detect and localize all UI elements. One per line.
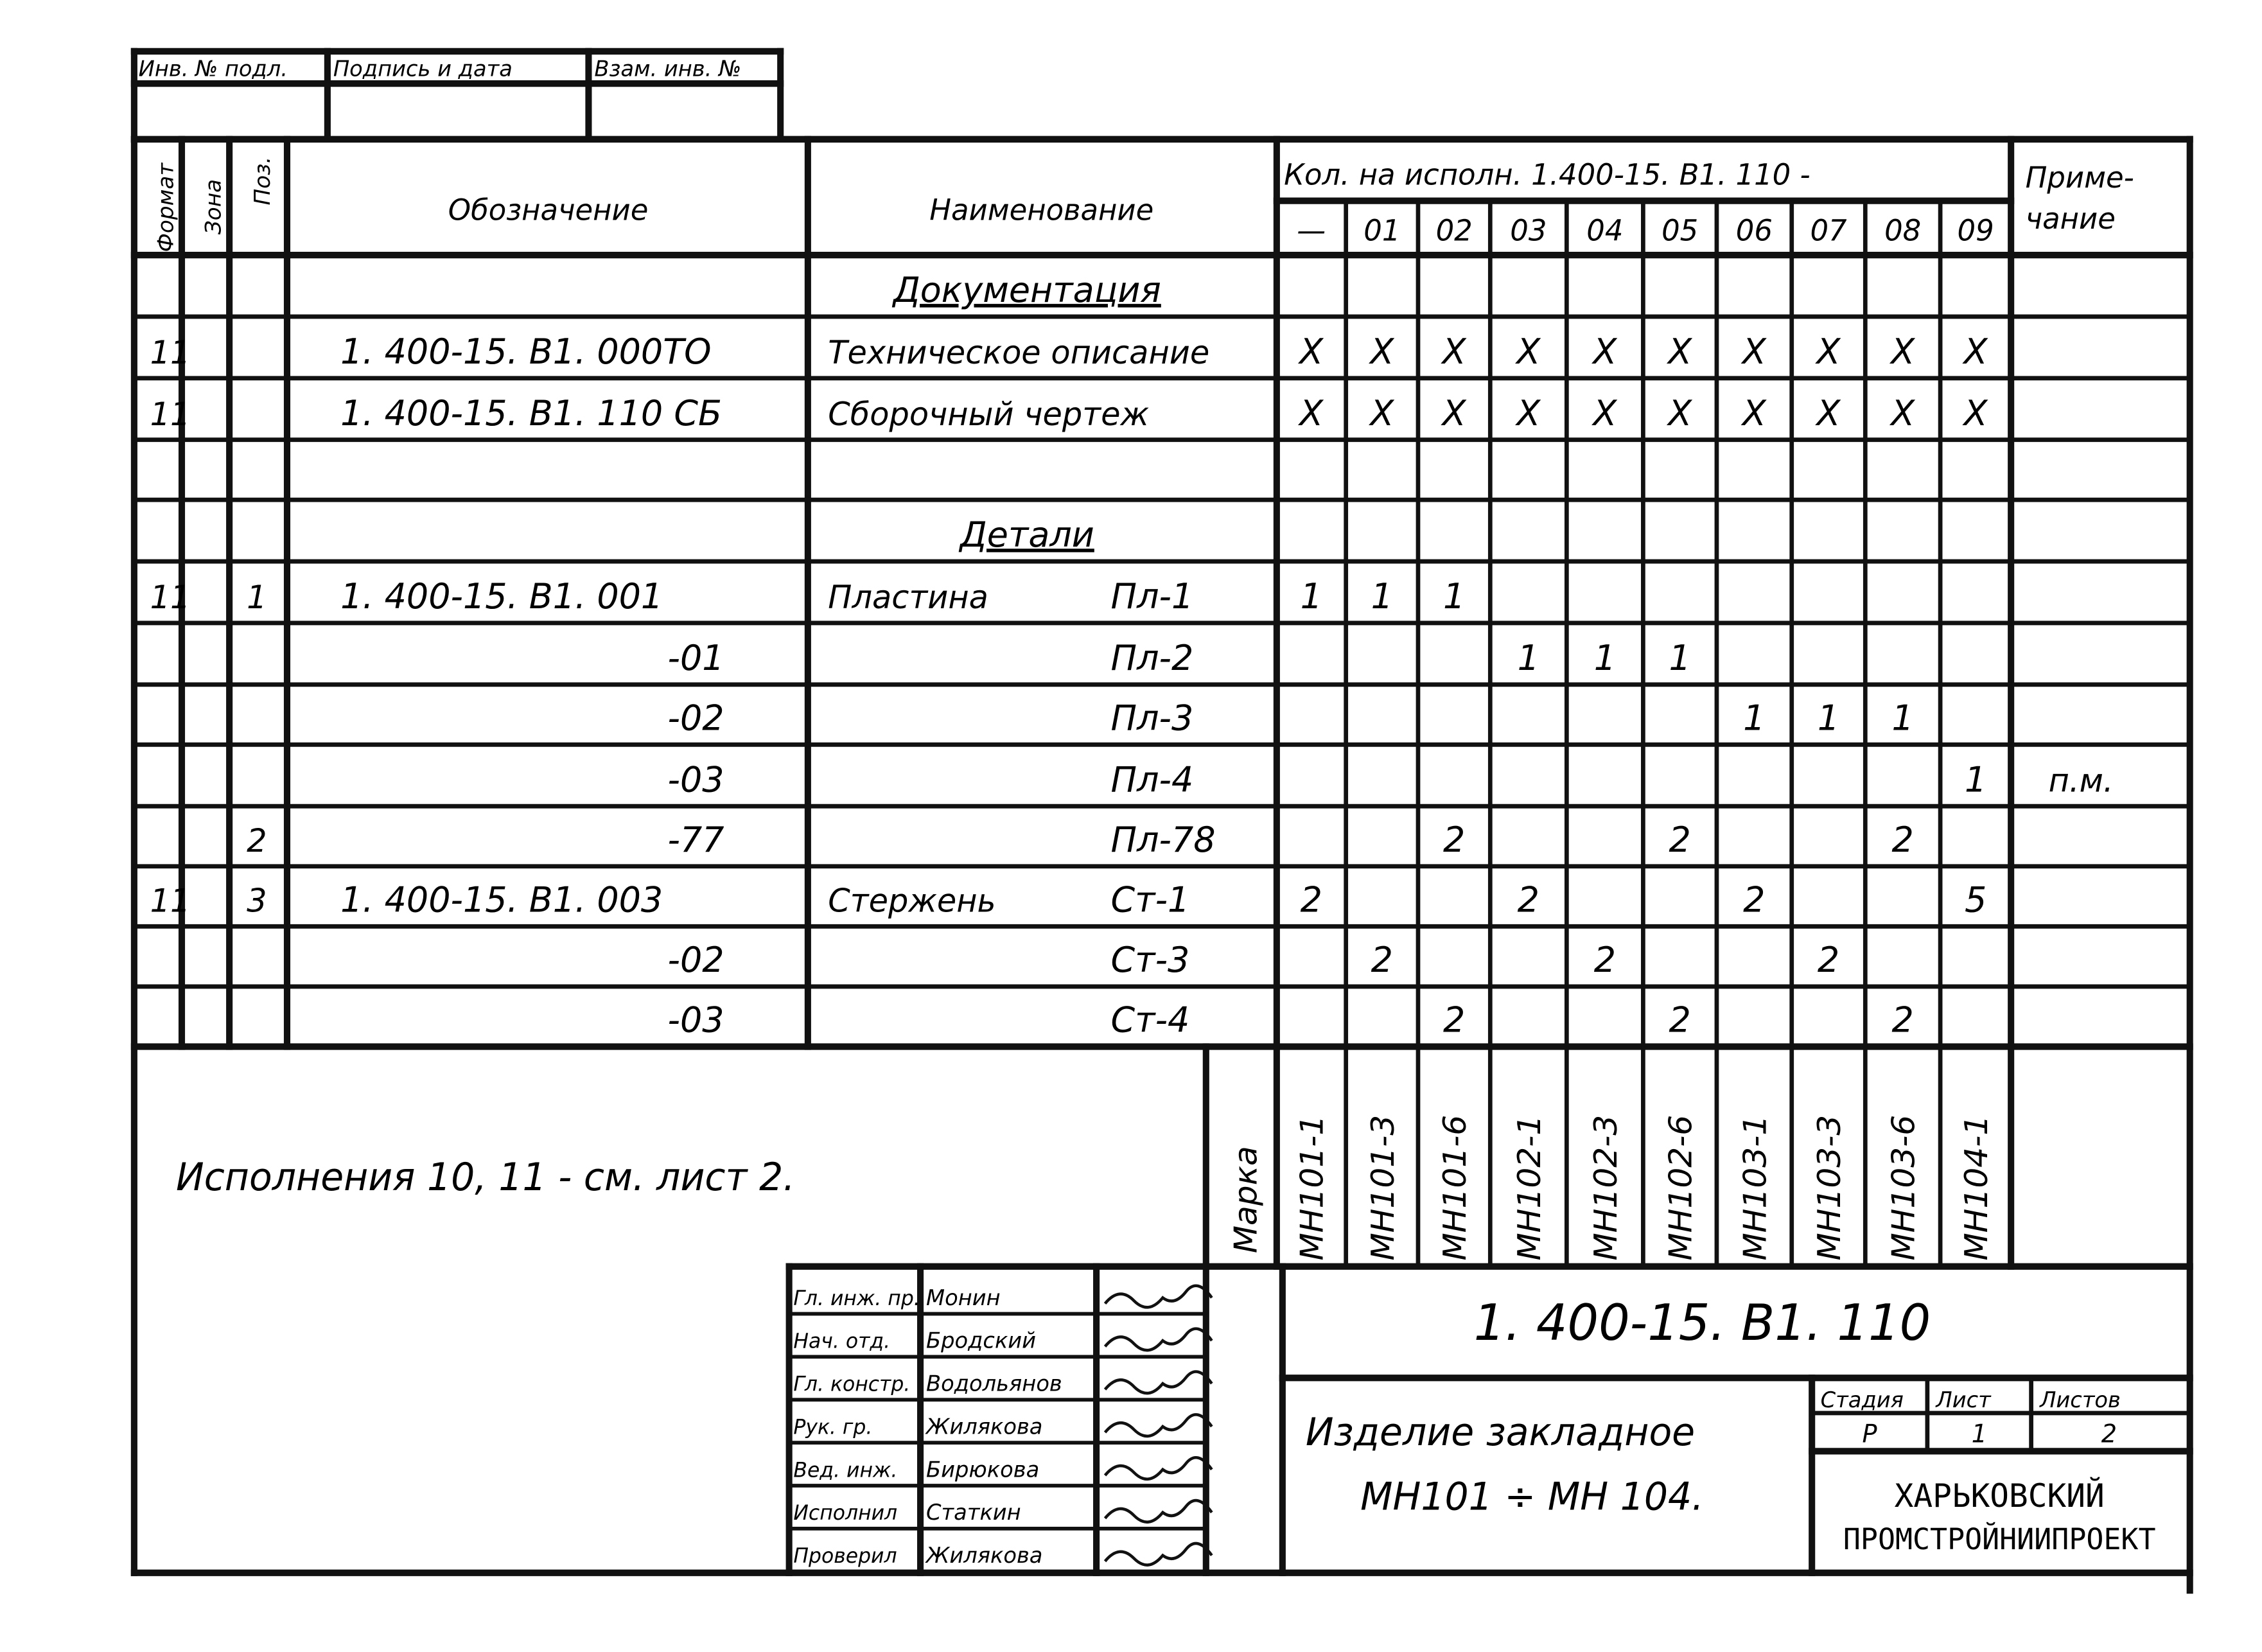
cell-oboznachenie: 1. 400-15. В1. 003 [340, 879, 663, 920]
handwritten-signature [1105, 1329, 1212, 1351]
cell-quantity: 2 [1669, 819, 1691, 861]
handwritten-signature [1105, 1543, 1212, 1565]
cell-mark-code: Пл-3 [1110, 698, 1194, 739]
document-code: 1. 400-15. В1. 110 [1473, 1294, 1931, 1353]
cell-format: 11 [150, 333, 191, 372]
cell-quantity: 2 [1891, 999, 1914, 1041]
table-row [150, 331, 1989, 372]
cell-quantity: X [1816, 331, 1841, 373]
cell-quantity: 1 [1593, 637, 1617, 679]
header-naimenovanie: Наименование [929, 192, 1154, 227]
signature-role: Вед. инж. [793, 1459, 898, 1482]
cell-quantity: X [1370, 392, 1394, 434]
table-row [892, 270, 1161, 310]
stamp-podpis-data: Подпись и дата [333, 56, 513, 82]
handwritten-signature [1105, 1286, 1212, 1308]
cell-quantity: 2 [1891, 819, 1914, 861]
cell-quantity: X [1742, 392, 1766, 434]
stadia-value: Р [1862, 1419, 1877, 1449]
header-zona: Зона [200, 179, 227, 235]
signature-role: Рук. гр. [793, 1416, 873, 1439]
cell-quantity: 1 [1817, 698, 1840, 739]
section-heading: Детали [960, 514, 1094, 556]
handwritten-signature [1105, 1371, 1212, 1393]
variant-header: 05 [1661, 213, 1699, 248]
stamp-vzam-inv: Взам. инв. № [594, 56, 742, 82]
cell-oboznachenie: -77 [667, 819, 724, 861]
product-title-line2: МН101 ÷ МН 104. [1360, 1474, 1704, 1519]
cell-poz: 1 [247, 578, 267, 617]
cell-quantity: X [1516, 331, 1541, 373]
cell-naimenovanie: Стержень [828, 882, 996, 920]
cell-quantity: 2 [1442, 999, 1466, 1041]
header-poz: Поз. [250, 156, 276, 206]
marka-value: МН101-3 [1364, 1114, 1401, 1261]
cell-naimenovanie: Техническое описание [828, 333, 1210, 372]
signature-name: Жилякова [926, 1414, 1043, 1440]
table-row [150, 879, 1987, 920]
cell-quantity: 2 [1817, 939, 1840, 981]
list-label: Лист [1936, 1387, 1991, 1413]
cell-quantity: X [1963, 331, 1988, 373]
marka-value: МН101-1 [1293, 1114, 1331, 1261]
variant-header: 01 [1363, 213, 1401, 248]
cell-quantity: 2 [1517, 879, 1539, 920]
cell-mark-code: Пл-4 [1110, 759, 1194, 800]
table-row [247, 820, 1914, 860]
marka-value: МН102-1 [1511, 1114, 1548, 1261]
table-row [150, 392, 1989, 433]
signature-name: Статкин [926, 1499, 1021, 1526]
marka-value: МН102-6 [1662, 1114, 1699, 1261]
variant-header: 06 [1735, 213, 1773, 248]
cell-format: 11 [150, 578, 191, 617]
table-row [668, 999, 1914, 1040]
cell-quantity: X [1442, 392, 1466, 434]
signature-name: Монин [926, 1285, 1001, 1311]
variant-headers [1297, 213, 1994, 247]
executions-note: Исполнения 10, 11 - см. лист 2. [176, 1154, 795, 1200]
cell-quantity: 2 [1371, 939, 1393, 981]
table-row [668, 940, 1840, 980]
cell-format: 11 [150, 882, 191, 920]
signature-name: Бродский [926, 1328, 1037, 1354]
product-title-line1: Изделие закладное [1305, 1409, 1696, 1455]
cell-mark-code: Ст-3 [1110, 939, 1190, 981]
cell-quantity: X [1668, 392, 1692, 434]
cell-quantity: X [1891, 331, 1915, 373]
handwritten-signature [1105, 1414, 1212, 1436]
cell-oboznachenie: 1. 400-15. В1. 001 [340, 576, 663, 617]
signature-name: Жилякова [926, 1542, 1043, 1569]
marka-value: МН102-3 [1587, 1114, 1624, 1261]
cell-quantity: 1 [1669, 637, 1691, 679]
cell-quantity: 1 [1371, 576, 1393, 617]
cell-quantity: 1 [1300, 576, 1322, 617]
cell-naimenovanie: Сборочный чертеж [828, 395, 1149, 433]
signature-name: Бирюкова [926, 1457, 1040, 1483]
handwritten-signature [1105, 1457, 1212, 1479]
cell-quantity: 1 [1743, 698, 1766, 739]
cell-quantity: 5 [1964, 879, 1987, 920]
cell-quantity: X [1963, 392, 1988, 434]
cell-quantity: 1 [1964, 759, 1987, 800]
variant-header: 03 [1510, 213, 1547, 248]
signature-role: Проверил [793, 1544, 897, 1569]
marka-label: Марка [1227, 1146, 1265, 1254]
cell-mark-code: Ст-4 [1110, 999, 1190, 1041]
header-kol-na-ispoln: Кол. на исполн. 1.400-15. В1. 110 - [1284, 157, 1810, 192]
marka-value: МН103-3 [1810, 1114, 1848, 1261]
cell-quantity: X [1593, 331, 1617, 373]
variant-header: 08 [1884, 213, 1922, 248]
table-row [668, 638, 1691, 678]
cell-oboznachenie: 1. 400-15. В1. 000ТО [340, 331, 712, 373]
marka-value: МН103-1 [1736, 1114, 1774, 1261]
organization-line2: ПРОМСТРОЙНИИПРОЕКТ [1843, 1522, 2156, 1557]
list-value: 1 [1971, 1419, 1987, 1449]
signature-table [789, 1285, 1212, 1572]
cell-quantity: X [1516, 392, 1541, 434]
signature-role: Нач. отд. [793, 1330, 891, 1353]
cell-quantity: 1 [1517, 637, 1539, 679]
cell-mark-code: Пл-1 [1110, 576, 1194, 617]
cell-poz: 3 [247, 882, 267, 920]
cell-quantity: X [1299, 331, 1324, 373]
cell-mark-code: Пл-2 [1110, 637, 1194, 679]
header-oboznachenie: Обозначение [448, 192, 649, 227]
variant-column-lines [1346, 201, 1940, 1267]
stamp-inv-podl: Инв. № подл. [138, 56, 288, 82]
marka-value: МН101-6 [1436, 1114, 1474, 1261]
signature-role: Гл. констр. [793, 1373, 911, 1396]
cell-quantity: X [1442, 331, 1466, 373]
cell-quantity: 2 [1593, 939, 1617, 981]
marka-value: МН104-1 [1958, 1114, 1995, 1261]
cell-poz: 2 [247, 822, 267, 860]
signature-role: Гл. инж. пр. [793, 1287, 920, 1310]
cell-mark-code: Ст-1 [1110, 879, 1190, 920]
table-row [668, 759, 2114, 800]
cell-quantity: X [1593, 392, 1617, 434]
variant-header: 02 [1435, 213, 1473, 248]
cell-quantity: 2 [1669, 999, 1691, 1041]
cell-quantity: 1 [1442, 576, 1466, 617]
marka-value: МН103-6 [1885, 1114, 1922, 1261]
signature-name: Водольянов [926, 1371, 1062, 1397]
signature-role: Исполнил [793, 1501, 898, 1525]
handwritten-signature [1105, 1500, 1212, 1522]
section-heading: Документация [893, 269, 1161, 311]
header-format: Формат [153, 163, 179, 252]
header-primechanie-2: чание [2025, 201, 2116, 236]
header-primechanie-1: Приме- [2025, 160, 2134, 195]
cell-quantity: X [1816, 392, 1841, 434]
cell-quantity: 2 [1442, 819, 1466, 861]
cell-note: п.м. [2048, 762, 2114, 800]
cell-oboznachenie: -03 [667, 999, 724, 1041]
stadia-label: Стадия [1820, 1387, 1904, 1413]
cell-format: 11 [150, 395, 191, 433]
cell-oboznachenie: -02 [667, 698, 724, 739]
cell-naimenovanie: Пластина [828, 578, 988, 617]
table-row [959, 514, 1094, 555]
cell-oboznachenie: -01 [667, 637, 724, 679]
listov-label: Листов [2040, 1387, 2121, 1413]
cell-quantity: X [1668, 331, 1692, 373]
listov-value: 2 [2101, 1419, 2117, 1449]
cell-mark-code: Пл-78 [1110, 819, 1216, 861]
cell-quantity: X [1891, 392, 1915, 434]
table-row [668, 698, 1914, 738]
variant-header: — [1297, 213, 1326, 248]
organization-line1: ХАРЬКОВСКИЙ [1894, 1477, 2105, 1515]
variant-header: 04 [1586, 213, 1624, 248]
table-header [153, 157, 2134, 252]
cell-oboznachenie: -03 [667, 759, 724, 800]
variant-header: 07 [1810, 213, 1847, 248]
cell-oboznachenie: -02 [667, 939, 724, 981]
cell-quantity: 2 [1300, 879, 1322, 920]
cell-quantity: X [1299, 392, 1324, 434]
cell-oboznachenie: 1. 400-15. В1. 110 СБ [340, 392, 722, 434]
cell-quantity: 2 [1743, 879, 1766, 920]
cell-quantity: X [1742, 331, 1766, 373]
variant-header: 09 [1957, 213, 1994, 248]
cell-quantity: 1 [1891, 698, 1914, 739]
cell-quantity: X [1370, 331, 1394, 373]
